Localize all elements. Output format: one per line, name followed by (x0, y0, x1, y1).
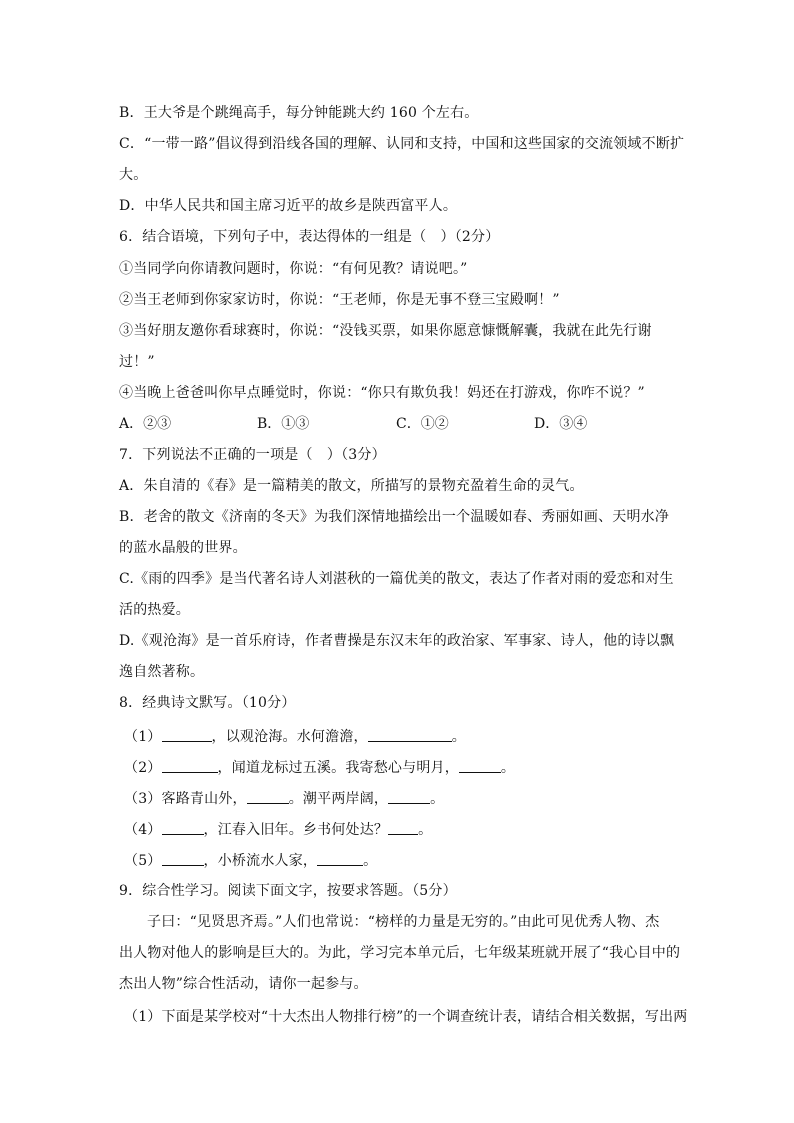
q6-title: 6．结合语境，下列句子中，表达得体的一组是（ ）（2分） (119, 229, 500, 245)
q7-option-b-line2: 的蓝水晶般的世界。 (119, 540, 247, 556)
answer-blank[interactable] (317, 851, 363, 866)
q5-option-d: D．中华人民共和国主席习近平的故乡是陕西富平人。 (119, 198, 458, 214)
q6-sentence-3-line1: ③当好朋友邀你看球赛时，你说：“没钱买票，如果你愿意慷慨解囊，我就在此先行谢 (119, 323, 652, 339)
q7-option-a: A．朱自清的《春》是一篇精美的散文，所描写的景物充盈着生命的灵气。 (119, 478, 584, 494)
q8-item-2-num: （2） (124, 760, 162, 776)
q6-choice-a: A．②③ (119, 416, 172, 432)
answer-blank[interactable] (162, 758, 218, 773)
q9-subquestion-1: （1）下面是某学校对“十大杰出人物排行榜”的一个调查统计表，请结合相关数据，写出两 (124, 1009, 688, 1025)
q8-item-3 (124, 789, 684, 808)
answer-blank[interactable] (162, 820, 204, 835)
q6-choice-b: B．①③ (257, 416, 310, 432)
q7-option-d-line1: D.《观沧海》是一首乐府诗，作者曹操是东汉末年的政治家、军事家、诗人，他的诗以飘 (119, 633, 675, 649)
q6-sentence-3-line2: 过！” (119, 354, 155, 370)
answer-blank[interactable] (388, 820, 418, 835)
q5-option-c-line1: C．“一带一路”倡议得到沿线各国的理解、认同和支持，中国和这些国家的交流领域不断扩 (119, 136, 685, 152)
q8-item-2 (124, 758, 684, 777)
q7-title: 7．下列说法不正确的一项是（ ）（3分） (119, 447, 386, 463)
q6-choice-d: D．③④ (534, 416, 588, 432)
answer-blank[interactable] (388, 789, 430, 804)
q9-title: 9．综合性学习。阅读下面文字，按要求答题。（5分） (119, 883, 457, 899)
q8-item-1-num: （1） (124, 729, 162, 745)
q8-title: 8．经典诗文默写。（10分） (119, 695, 296, 711)
q8-item-3-end: 。 (430, 791, 445, 807)
answer-blank[interactable] (247, 789, 289, 804)
q8-item-4 (124, 820, 684, 839)
q8-item-4-end: 。 (418, 822, 433, 838)
q6-sentence-1: ①当同学向你请教问题时，你说：“有何见教？请说吧。” (119, 261, 468, 277)
q9-paragraph-line2: 出人物对他人的影响是巨大的。为此，学习完本单元后，七年级某班就开展了“我心目中的 (119, 945, 681, 961)
q8-item-4-text: ，江春入旧年。乡书何处达？ (203, 822, 389, 838)
q8-item-5-end: 。 (363, 853, 378, 869)
q7-option-c-line1: C.《雨的四季》是当代著名诗人刘湛秋的一篇优美的散文，表达了作者对雨的爱恋和对生 (119, 571, 674, 587)
q8-item-2-text: ，闻道龙标过五溪。我寄愁心与明月， (217, 760, 459, 776)
q5-option-c-line2: 大。 (119, 167, 148, 183)
q7-option-b-line1: B．老舍的散文《济南的冬天》为我们深情地描绘出一个温暖如春、秀丽如画、天明水净 (119, 509, 670, 525)
q8-item-4-num: （4） (124, 822, 162, 838)
q8-item-3-text1: （3）客路青山外， (124, 791, 247, 807)
q8-item-5-num: （5） (124, 853, 162, 869)
q8-item-1-end: 。 (451, 729, 466, 745)
q5-option-b: B．王大爷是个跳绳高手，每分钟能跳大约 160 个左右。 (119, 105, 479, 121)
q6-sentence-2: ②当王老师到你家家访时，你说：“王老师，你是无事不登三宝殿啊！” (119, 292, 560, 308)
q7-option-d-line2: 逸自然著称。 (119, 664, 205, 680)
q8-item-1 (124, 727, 684, 746)
q8-item-3-text2: 。潮平两岸阔， (288, 791, 389, 807)
answer-blank[interactable] (368, 727, 452, 742)
q8-item-2-end: 。 (500, 760, 516, 776)
q9-paragraph-line1: 子曰：“见贤思齐焉。”人们也常说：“榜样的力量是无穷的。”由此可见优秀人物、杰 (147, 914, 660, 930)
answer-blank[interactable] (459, 758, 501, 773)
q6-choice-c: C．①② (396, 416, 449, 432)
q8-item-1-text: ，以观沧海。水何澹澹， (211, 729, 368, 745)
q9-paragraph-line3: 杰出人物”综合性活动，请你一起参与。 (119, 976, 368, 992)
answer-blank[interactable] (162, 851, 204, 866)
q8-item-5 (124, 851, 684, 870)
q8-item-5-text: ，小桥流水人家， (203, 853, 318, 869)
q7-option-c-line2: 活的热爱。 (119, 602, 190, 618)
q6-sentence-4: ④当晚上爸爸叫你早点睡觉时，你说：“你只有欺负我！妈还在打游戏，你咋不说？” (119, 385, 645, 401)
answer-blank[interactable] (162, 727, 212, 742)
